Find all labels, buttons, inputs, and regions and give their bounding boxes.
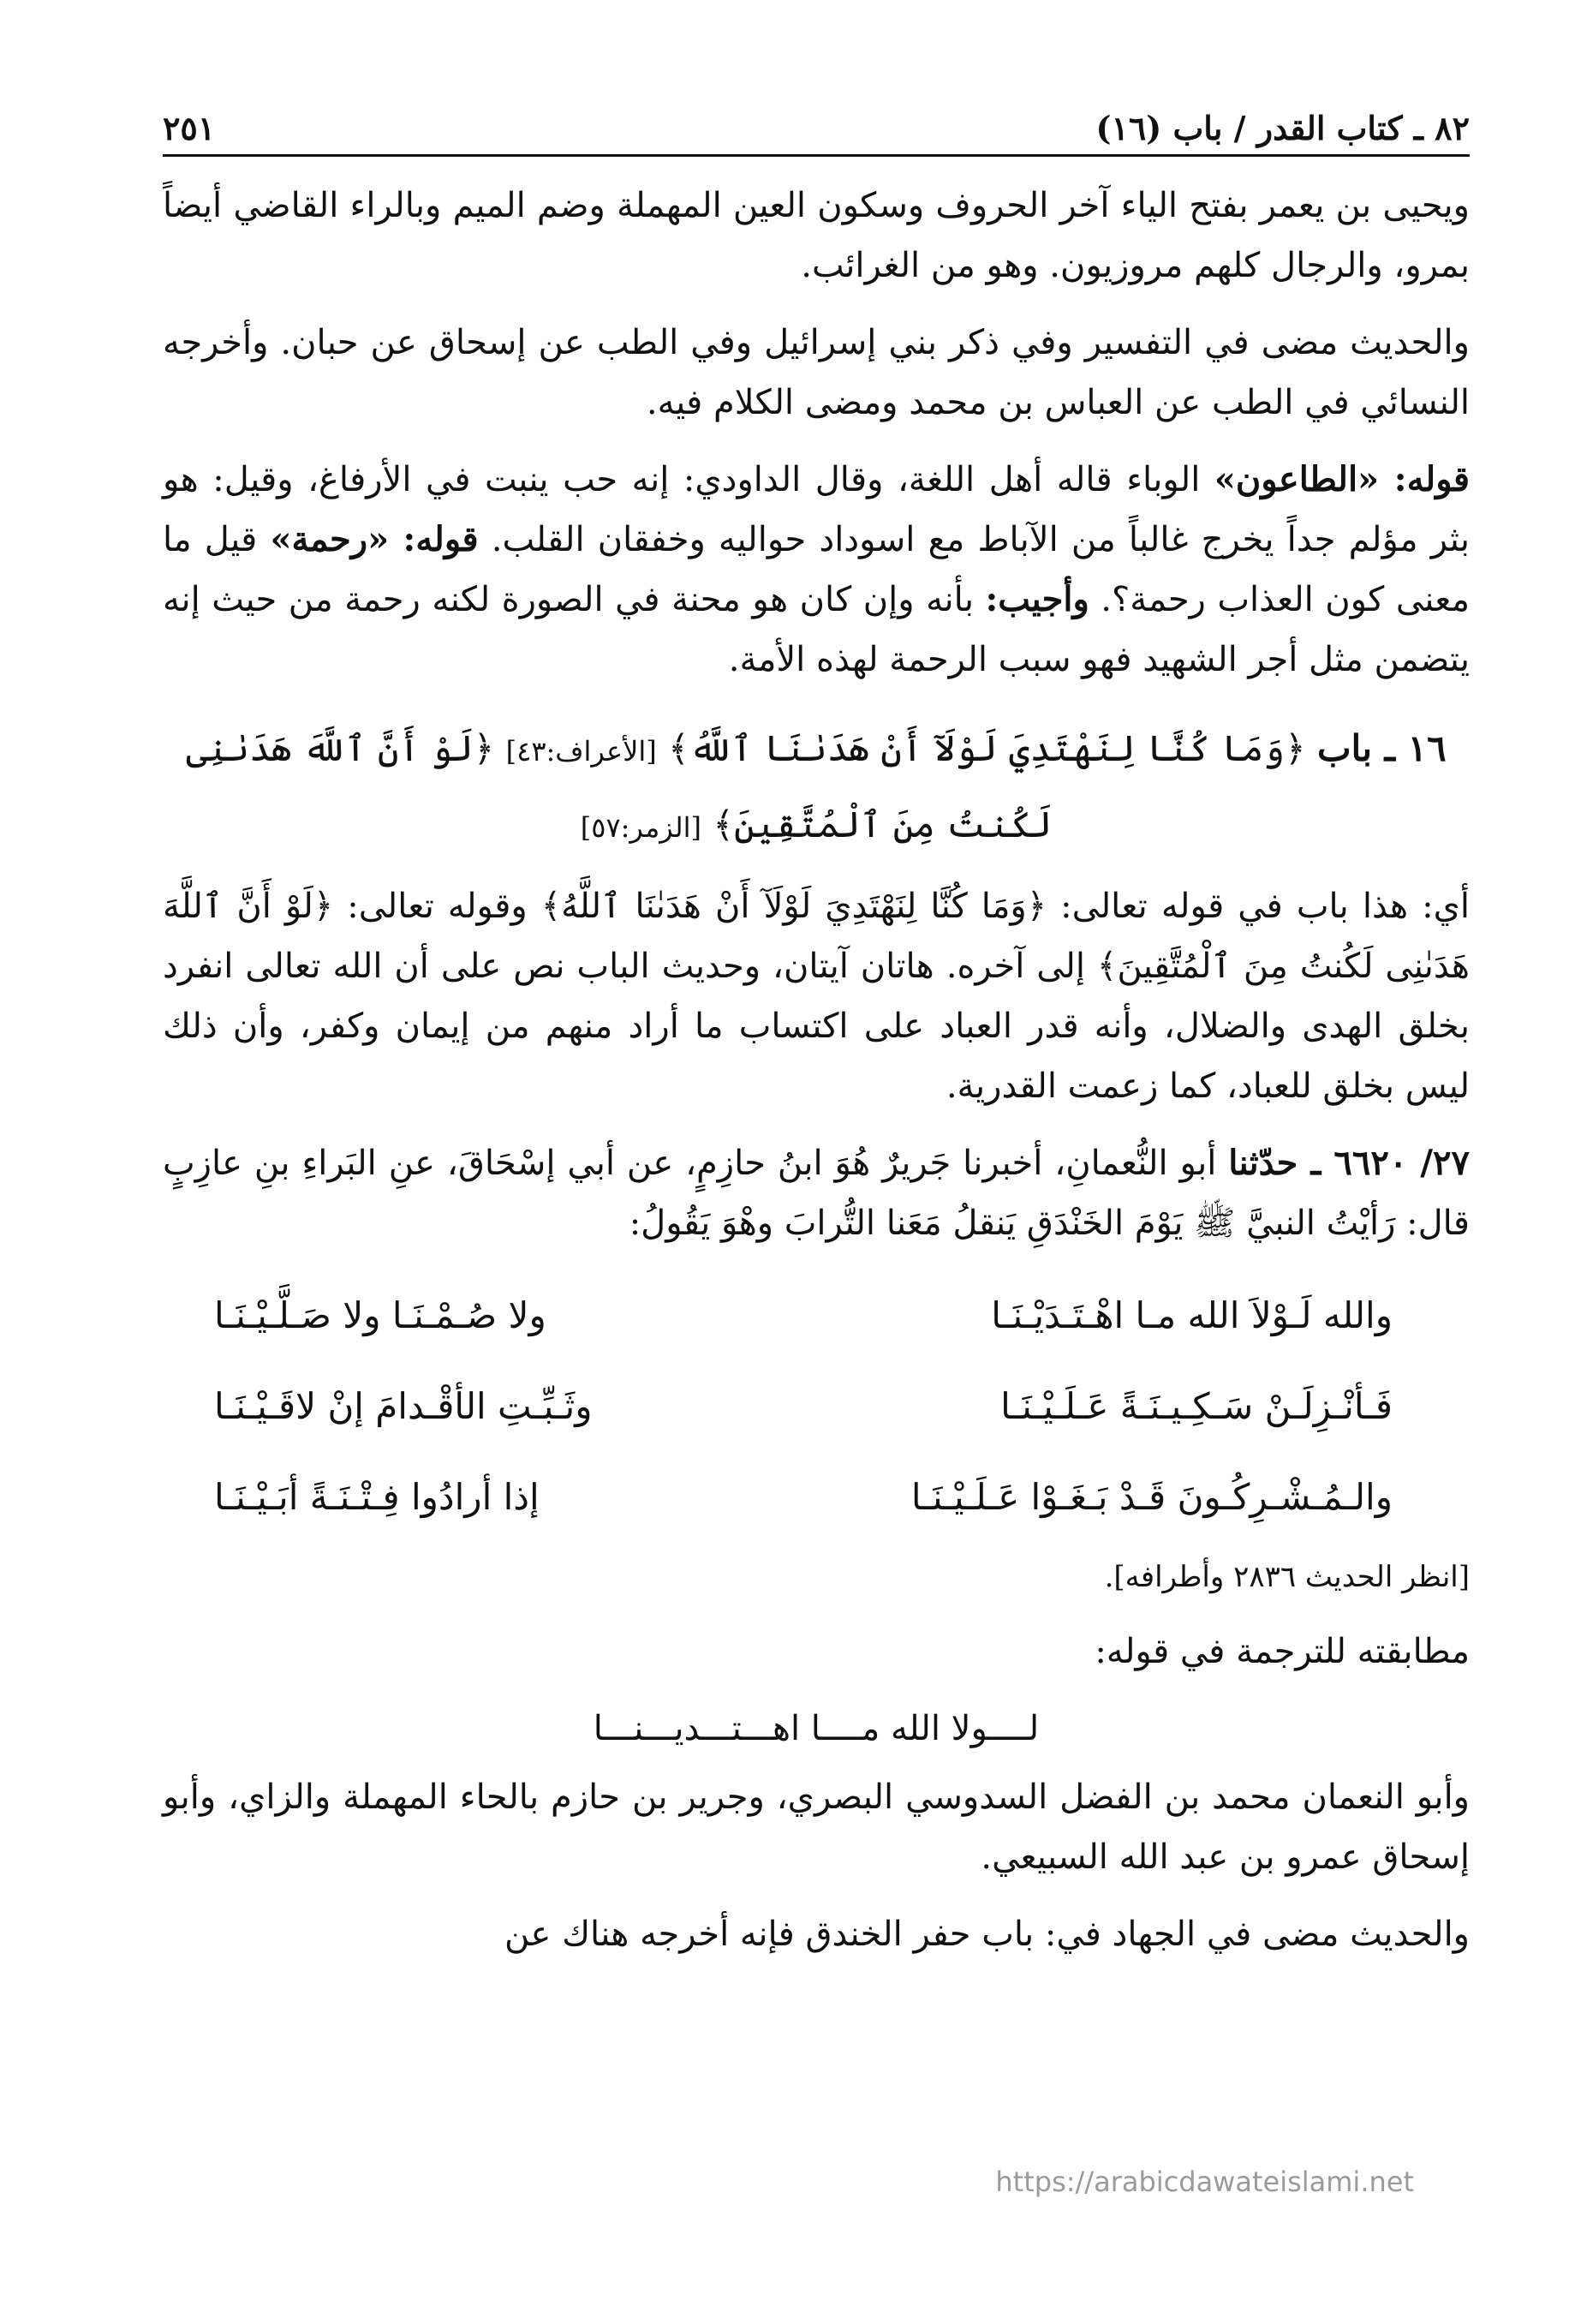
quoted-verse: لــــولا الله مــــا اهـــتـــديـــنـــا	[593, 1709, 1040, 1748]
verse-row	[163, 1452, 1470, 1543]
paragraph-3-text-c: بأنه وإن كان هو محنة في الصورة لكنه رحمة من حيث إنه يتضمن مثل أجر الشهيد فهو سبب الرحمة لهذه الأمة.	[163, 580, 1470, 679]
paragraph-5: مطابقته للترجمة في قوله:	[1095, 1632, 1470, 1671]
chapter-verse-2: ﴿لَوْ أَنَّ ٱللَّهَ هَدَىٰنِى لَكُنتُ مِنَ ٱلْمُتَّقِينَ﴾	[186, 727, 1053, 845]
chapter-number: ١٦ ـ باب	[1317, 727, 1447, 769]
verse-hemistich-right: فَـأنْـزِلَـنْ سَـكِـيـنَـةً عَـلَـيْـنَـا	[1000, 1385, 1393, 1427]
paragraph-3	[163, 450, 1470, 690]
verse-hemistich-right: والله لَـوْلاَ الله مـا اهْـتَـدَيْـنَـا	[991, 1294, 1393, 1336]
chapter-ref-1: [الأعراف:٤٣]	[505, 735, 657, 768]
chapter-ref-2: [الزمر:٥٧]	[580, 811, 701, 844]
paragraph-4: أي: هذا باب في قوله تعالى: ﴿وَمَا كُنَّا لِنَهْتَدِيَ لَوْلَآ أَنْ هَدَىٰنَا ٱللَّهُ﴾ وقوله تعالى: ﴿لَوْ أَنَّ ٱللَّهَ هَدَىٰنِى لَكُنتُ مِنَ ٱلْمُتَّقِينَ﴾ إلى آخره. هاتان آيتان، وحديث الباب نص على أن الله تعالى انفرد بخلق الهدى والضلال، وأنه قدر العباد على اكتساب ما أراد منهم من إيمان وكفر، وأن ذلك ليس بخلق للعباد، كما زعمت القدرية.	[163, 887, 1470, 1106]
verse-hemistich-left: وثَـبِّـتِ الأقْـدامَ إنْ لاقَـيْـنَـا	[214, 1385, 593, 1427]
hadith-number: ٢٧/ ٦٦٢٠ ـ حدّثنا	[1228, 1143, 1470, 1183]
paragraph-7: والحديث مضى في الجهاد في: باب حفر الخندق فإنه أخرجه هناك عن	[504, 1915, 1470, 1954]
cross-reference-note: [انظر الحديث ٢٨٣٦ وأطرافه].	[1104, 1560, 1470, 1594]
watermark-url: https://arabicdawateislami.net	[995, 2166, 1414, 2198]
page-number: ٢٥١	[163, 109, 216, 147]
paragraph-2: والحديث مضى في التفسير وفي ذكر بني إسرائيل وفي الطب عن إسحاق عن حبان. وأخرجه النسائي في الطب عن العباس بن محمد ومضى الكلام فيه.	[163, 323, 1470, 422]
poem	[163, 1270, 1470, 1543]
verse-row	[163, 1270, 1470, 1361]
verse-hemistich-left: ولا صُـمْـنَـا ولا صَـلَّـيْـنَـا	[214, 1294, 546, 1336]
verse-hemistich-left: إذا أرادُوا فِـتْـنَـةً أبَـيْـنَـا	[214, 1476, 540, 1518]
term-ujib: وأجيب:	[985, 579, 1089, 619]
hadith-paragraph	[163, 1133, 1470, 1253]
paragraph-3-text-a: الوباء قاله أهل اللغة، وقال الداودي: إنه حب ينبت في الأرفاغ، وقيل: هو بثر مؤلم جداً يخرج غالباً من الآباط مع اسوداد حواليه وخفقان القلب.	[163, 460, 1471, 559]
page-body	[163, 176, 1470, 1981]
term-taun: قوله: «الطاعون»	[1214, 459, 1470, 499]
chapter-heading	[163, 712, 1470, 864]
chapter-verse-1: ﴿وَمَا كُنَّا لِنَهْتَدِيَ لَوْلَآ أَنْ هَدَىٰنَا ٱللَّهُ﴾	[668, 727, 1306, 769]
hadith-text: أبو النُّعمانِ، أخبرنا جَريرٌ هُوَ ابنُ حازِمٍ، عن أبي إسْحَاقَ، عنِ البَراءِ بنِ عازِبٍ قال: رَأيْتُ النبيَّ ﷺ يَوْمَ الخَنْدَقِ يَنقلُ مَعَنا التُّرابَ وهْوَ يَقُولُ:	[163, 1144, 1470, 1243]
term-rahma: قوله: «رحمة»	[270, 519, 479, 559]
paragraph-6: وأبو النعمان محمد بن الفضل السدوسي البصري، وجرير بن حازم بالحاء المهملة والزاي، وأبو إسحاق عمرو بن عبد الله السبيعي.	[163, 1777, 1470, 1877]
paragraph-1: ويحيى بن يعمر بفتح الياء آخر الحروف وسكون العين المهملة وضم الميم وبالراء القاضي أيضاً بمرو، والرجال كلهم مروزيون. وهو من الغرائب.	[163, 186, 1471, 285]
verse-hemistich-right: والـمُـشْـرِكُـونَ قَـدْ بَـغَـوْا عَـلَـيْـنَـا	[910, 1476, 1393, 1518]
verse-row	[163, 1361, 1470, 1452]
paragraph-3-text-b: قيل ما معنى كون العذاب رحمة؟.	[163, 520, 1470, 619]
page-header	[163, 86, 1470, 157]
running-title: ٨٢ ـ كتاب القدر / باب (١٦)	[1095, 109, 1470, 147]
